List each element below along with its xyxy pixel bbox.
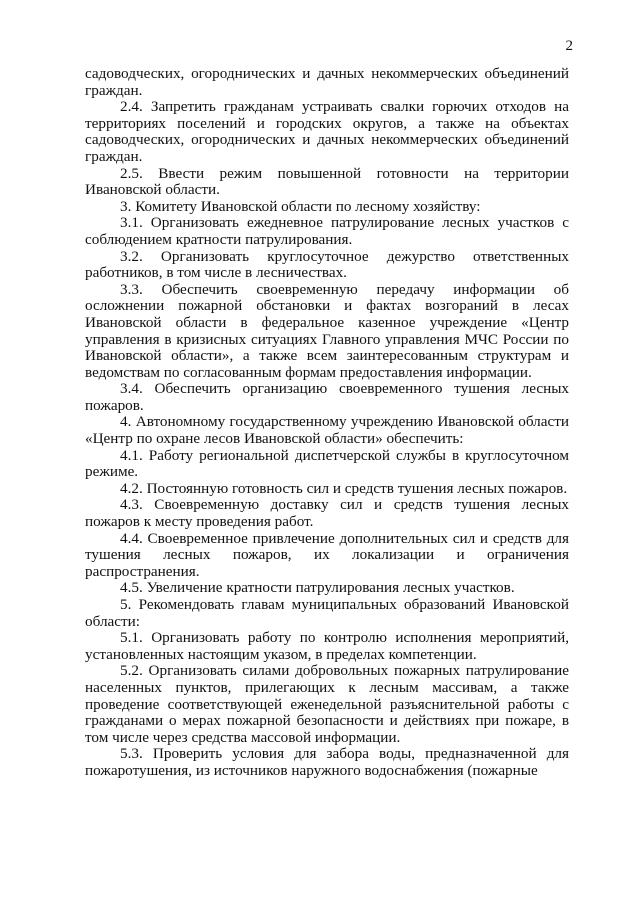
paragraph-3: 3. Комитету Ивановской области по лесному хозяйству: [120, 197, 481, 215]
paragraph-4-5: 4.5. Увеличение кратности патрулирования лесных участков. [120, 579, 515, 597]
page-number: 2 [565, 38, 573, 54]
paragraph-4-3: 4.3. Своевременную доставку сил и средств тушения лесных пожаров к месту проведения работ. [85, 496, 569, 531]
paragraph-3-2: 3.2. Организовать круглосуточное дежурство ответственных работников, в том числе в лесничествах. [85, 247, 569, 282]
paragraph: садоводческих, огороднических и дачных некоммерческих объединений граждан. [85, 65, 569, 99]
document-body [85, 66, 569, 780]
paragraph-5-1: 5.1. Организовать работу по контролю исполнения мероприятий, установленных настоящим указом, в пределах компетенции. [85, 629, 569, 663]
paragraph-4: 4. Автономному государственному учреждению Ивановской области «Центр по охране лесов Ивановской области» обеспечить: [85, 413, 569, 448]
paragraph-4-4: 4.4. Своевременное привлечение дополнительных сил и средств для тушения лесных пожаров, их локализации и ограничения распространения. [85, 529, 569, 580]
paragraph-3-4: 3.4. Обеспечить организацию своевременного тушения лесных пожаров. [85, 380, 569, 414]
paragraph-5: 5. Рекомендовать главам муниципальных образований Ивановской области: [85, 596, 569, 630]
paragraph-4-2: 4.2. Постоянную готовность сил и средств тушения лесных пожаров. [120, 479, 568, 497]
paragraph-2-4: 2.4. Запретить гражданам устраивать свалки горючих отходов на территориях поселений и городских округов, а также на объектах садоводческих, огороднических и дачных некоммерческих объединений граждан. [85, 98, 569, 165]
paragraph-3-1: 3.1. Организовать ежедневное патрулирование лесных участков с соблюдением кратности патрулирования. [85, 214, 569, 248]
paragraph-4-1: 4.1. Работу региональной диспетчерской службы в круглосуточном режиме. [85, 446, 569, 481]
paragraph-5-2: 5.2. Организовать силами добровольных пожарных патрулирование населенных пунктов, прилегающих к лесным массивам, а также проведение соответствующей еженедельной разъяснительной работы с гражданами о мерах пожарной безопасности и действиях при пожаре, в том числе через средства массовой информации. [85, 662, 569, 746]
paragraph-5-3: 5.3. Проверить условия для забора воды, предназначенной для пожаротушения, из источников наружного водоснабжения (пожарные [85, 745, 569, 779]
paragraph-2-5: 2.5. Ввести режим повышенной готовности на территории Ивановской области. [85, 164, 569, 199]
paragraph-3-3: 3.3. Обеспечить своевременную передачу информации об осложнении пожарной обстановки и фактах возгораний в лесах Ивановской области в федеральное казенное учреждение «Центр управления в кризисных ситуациях Главного управления МЧС России по Ивановской области», а также всем заинтересованным структурам и ведомствам по согласованным формам предоставления информации. [85, 280, 569, 381]
